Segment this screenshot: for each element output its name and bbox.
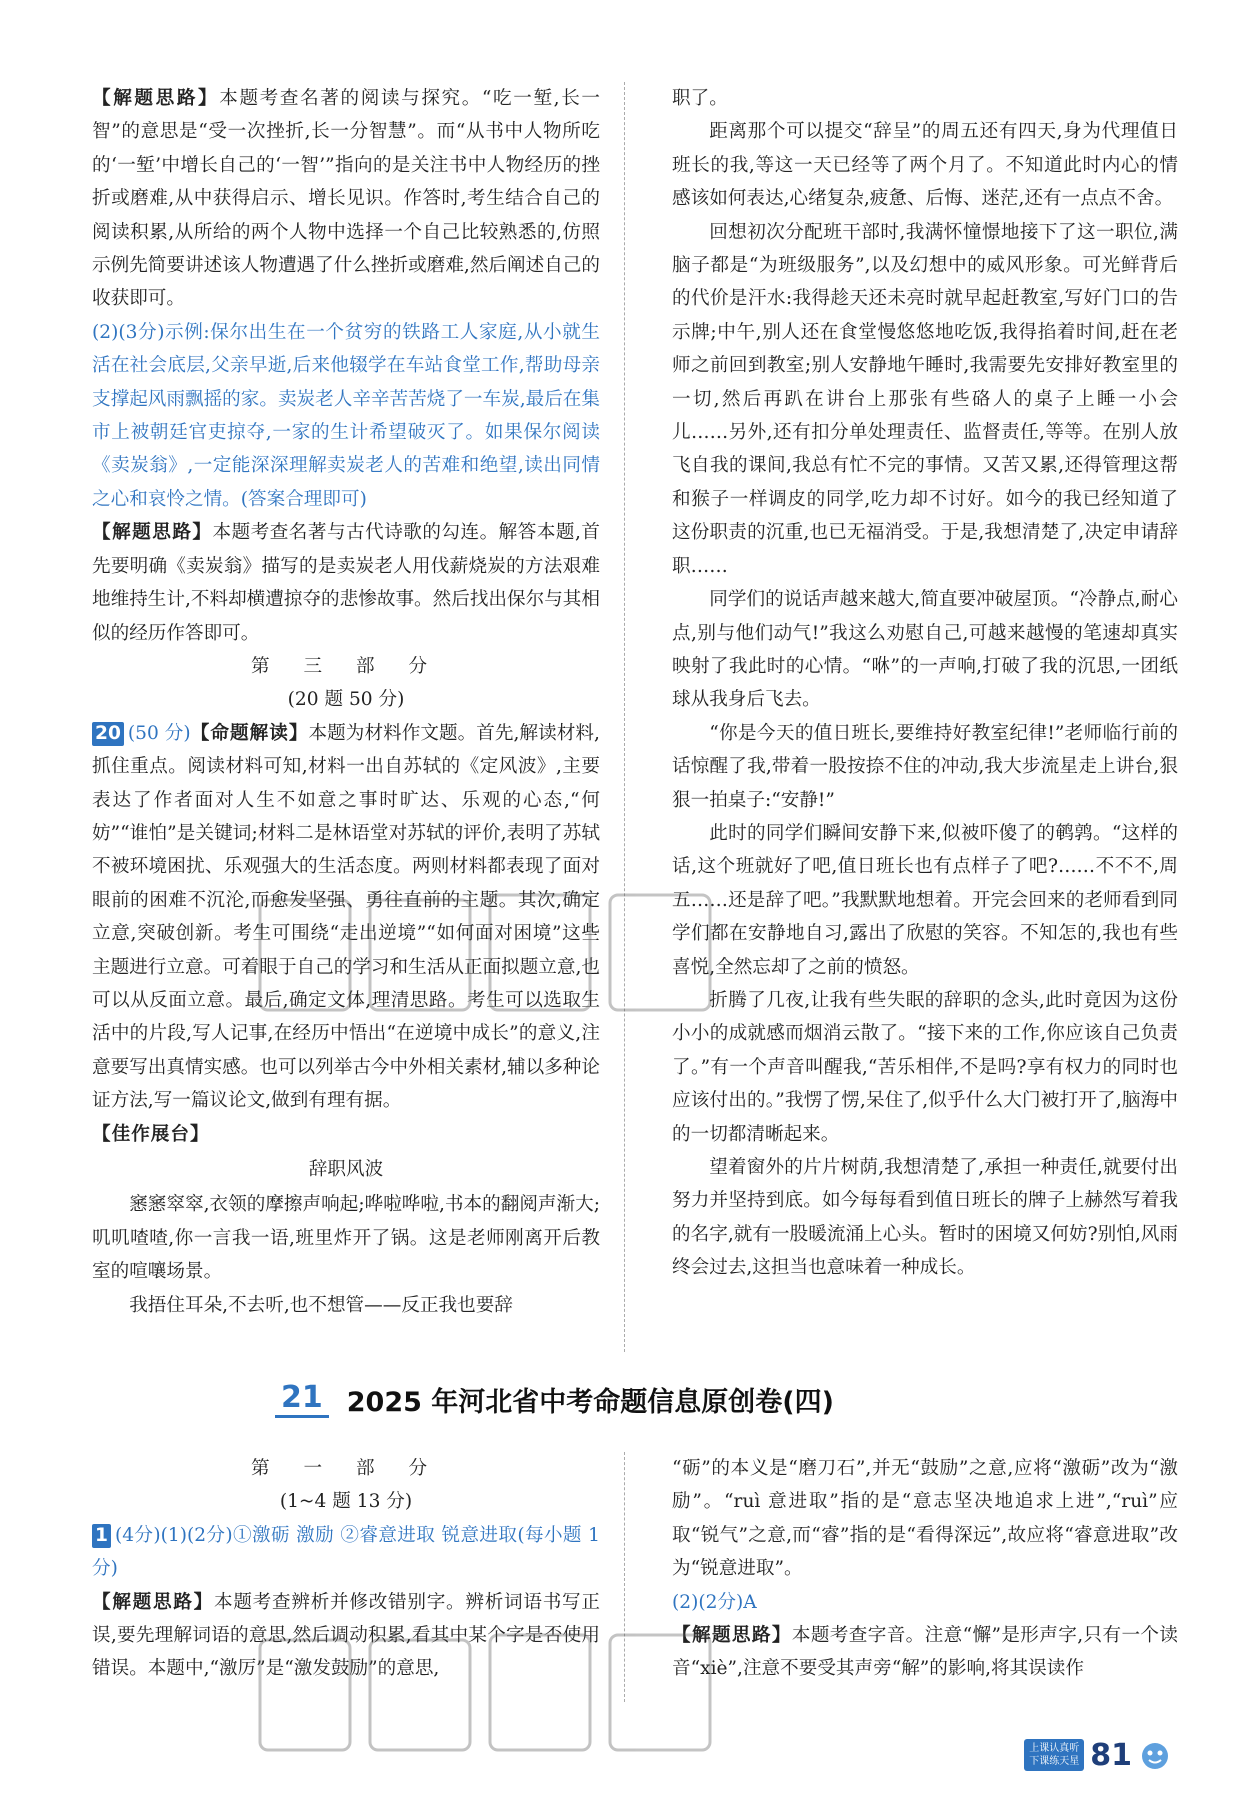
analysis-paragraph (92, 516, 600, 650)
analysis-text: 本题考查字音。注意“懈”是形声字,只有一个读音“xiè”,注意不要受其声旁“解”的影响,将其误读作 (672, 1625, 1178, 1680)
section-1-subtitle: (1~4 题 13 分) (279, 1491, 413, 1513)
footer-slogan: 上课认真听 下课练天星 (1024, 1739, 1084, 1771)
question-number-badge: 20 (92, 722, 124, 746)
analysis-text: 本题考查辨析并修改错别字。辨析词语书写正误,要先理解词语的意思,然后调动积累,看其中某个字是否使用错误。本题中,“激厉”是“激发鼓励”的意思, (92, 1591, 600, 1680)
analysis-paragraph (672, 1619, 1178, 1686)
paper-title-banner (275, 1377, 834, 1421)
question-1 (92, 1519, 600, 1586)
analysis-text: 本题考查名著与古代诗歌的勾连。解答本题,首先要明确《卖炭翁》描写的是卖炭老人用伐薪烧炭的方法艰难地维持生计,不料却横遭掠夺的悲惨故事。然后找出保尔与其相似的经历作答即可。 (92, 522, 600, 644)
section-3-title: 第 三 部 分 (250, 655, 442, 677)
section-1-title: 第 一 部 分 (250, 1458, 442, 1479)
essay-title: 辞职风波 (308, 1159, 384, 1180)
essay-paragraph: 我捂住耳朵,不去听,也不想管——反正我也要辞 (129, 1294, 513, 1316)
essay-paragraph: 同学们的说话声越来越大,简直要冲破屋顶。“冷静点,耐心点,别与他们动气!”我这么劝慰自己,可越来越慢的笔速却真实映射了我此时的心情。“咻”的一声响,打破了我的沉思,一团纸球从我身后飞去。 (672, 589, 1178, 711)
essay-paragraph: 窸窸窣窣,衣领的摩擦声响起;哗啦哗啦,书本的翻阅声渐大;叽叽喳喳,你一言我一语,班里炸开了锅。这是老师刚离开后教室的喧嚷场景。 (92, 1194, 600, 1283)
column-divider (624, 82, 625, 1352)
left-column-bottom (92, 1452, 600, 1686)
question-score: (50 分) (127, 722, 191, 744)
right-column-top (672, 82, 1178, 1285)
analysis-tag: 【解题思路】 (92, 522, 213, 544)
page-number: 81 (1090, 1737, 1132, 1773)
paper-title: 2025 年河北省中考命题信息原创卷(四) (346, 1386, 834, 1418)
page-footer (1024, 1732, 1172, 1778)
answer-2: (2)(2分)A (672, 1591, 757, 1613)
question-answer: (4分)(1)(2分)①激砺 激励 ②睿意进取 锐意进取(每小题 1 分) (92, 1524, 600, 1580)
showcase-tag: 【佳作展台】 (92, 1123, 210, 1145)
essay-paragraph: 望着窗外的片片树荫,我想清楚了,承担一种责任,就要付出努力并坚持到底。如今每每看到值日班长的牌子上赫然写着我的名字,就有一股暖流涌上心头。暂时的困境又何妨?别怕,风雨终会过去,这担当也意味着一种成长。 (672, 1157, 1178, 1279)
column-divider (624, 1452, 625, 1702)
essay-paragraph: 职了。 (672, 88, 728, 109)
analysis-paragraph (92, 1586, 600, 1686)
analysis-text: 本题考查名著的阅读与探究。“吃一堑,长一智”的意思是“受一次挫折,长一分智慧”。而“从书中人物所吃的‘一堑’中增长自己的‘一智’”指向的是关注书中人物经历的挫折或磨难,从中获得启示、增长见识。作答时,考生结合自己的阅读积累,从所给的两个人物中选择一个自己比较熟悉的,仿照示例先简要讲述该人物遭遇了什么挫折或磨难,然后阐述自己的收获即可。 (92, 88, 600, 310)
essay-body-left (92, 1188, 600, 1322)
essay-paragraph: “你是今天的值日班长,要维持好教室纪律!”老师临行前的话惊醒了我,带着一股按捺不住的冲动,我大步流星走上讲台,狠狠一拍桌子:“安静!” (672, 722, 1178, 811)
essay-paragraph: 折腾了几夜,让我有些失眠的辞职的念头,此时竟因为这份小小的成就感而烟消云散了。“接下来的工作,你应该自己负责了。”有一个声音叫醒我,“苦乐相伴,不是吗?享有权力的同时也应该付出的。”我愣了愣,呆住了,似乎什么大门被打开了,脑海中的一切都清晰起来。 (672, 989, 1178, 1145)
essay-paragraph: 距离那个可以提交“辞呈”的周五还有四天,身为代理值日班长的我,等这一天已经等了两个月了。不知道此时内心的情感该如何表达,心绪复杂,疲惫、后悔、迷茫,还有一点点不舍。 (672, 121, 1178, 210)
paper-number: 21 (275, 1380, 329, 1418)
analysis-paragraph (92, 82, 600, 316)
analysis-text: “砺”的本义是“磨刀石”,并无“鼓励”之意,应将“激砺”改为“激励”。“ruì 意进取”指的是“意志坚决地追求上进”,“ruì”应取“锐气”之意,而“睿”指的是“看得深远”,故应将“睿意进取”改为“锐意进取”。 (672, 1458, 1178, 1580)
question-tag: 【命题解读】 (190, 722, 309, 744)
essay-paragraph: 回想初次分配班干部时,我满怀憧憬地接下了这一职位,满脑子都是“为班级服务”,以及幻想中的威风形象。可光鲜背后的代价是汗水:我得趁天还未亮时就早起赶教室,写好门口的告示牌;中午,别人还在食堂慢悠悠地吃饭,我得掐着时间,赶在老师之前回到教室;别人安静地午睡时,我需要先安排好教室里的一切,然后再趴在讲台上那张有些硌人的桌子上睡一小会儿……另外,还有扣分单处理责任、监督责任,等等。在别人放飞自我的课间,我总有忙不完的事情。又苦又累,还得管理这帮和猴子一样调皮的同学,吃力却不讨好。如今的我已经知道了这份职责的沉重,也已无福消受。于是,我想清楚了,决定申请辞职…… (672, 221, 1178, 577)
question-number-badge: 1 (92, 1524, 111, 1548)
essay-paragraph: 此时的同学们瞬间安静下来,似被吓傻了的鹌鹑。“这样的话,这个班就好了吧,值日班长也有点样子了吧?……不不不,周五……还是辞了吧。”我默默地想着。开完会回来的老师看到同学们都在安静地自习,露出了欣慰的笑容。不知怎的,我也有些喜悦,全然忘却了之前的愤怒。 (672, 822, 1178, 978)
section-3-subtitle: (20 题 50 分) (287, 689, 405, 711)
question-20 (92, 717, 600, 1118)
left-column-top (92, 82, 600, 1322)
mascot-icon (1138, 1738, 1172, 1772)
answer-2: (2)(3分)示例:保尔出生在一个贫穷的铁路工人家庭,从小就生活在社会底层,父亲早逝,后来他辍学在车站食堂工作,帮助母亲支撑起风雨飘摇的家。卖炭老人辛辛苦苦烧了一车炭,最后在集市上被朝廷官吏掠夺,一家的生计希望破灭了。如果保尔阅读《卖炭翁》,一定能深深理解卖炭老人的苦难和绝望,读出同情之心和哀怜之情。(答案合理即可) (92, 321, 600, 510)
analysis-tag: 【解题思路】 (92, 1591, 215, 1613)
right-column-bottom (672, 1452, 1178, 1686)
analysis-tag: 【解题思路】 (672, 1625, 792, 1647)
question-text: 本题为材料作文题。首先,解读材料,抓住重点。阅读材料可知,材料一出自苏轼的《定风波》,主要表达了作者面对人生不如意之事时旷达、乐观的心态,“何妨”“谁怕”是关键词;材料二是林语堂对苏轼的评价,表明了苏轼不被环境困扰、乐观强大的生活态度。两则材料都表现了面对眼前的困难不沉沦,而愈发坚强、勇往直前的主题。其次,确定立意,突破创新。考生可围绕“走出逆境”“如何面对困境”这些主题进行立意。可着眼于自己的学习和生活从正面拟题立意,也可以从反面立意。最后,确定文体,理清思路。考生可以选取生活中的片段,写人记事,在经历中悟出“在逆境中成长”的意义,注意要写出真情实感。也可以列举古今中外相关素材,辅以多种论证方法,写一篇议论文,做到有理有据。 (92, 722, 600, 1112)
analysis-tag: 【解题思路】 (92, 88, 220, 109)
